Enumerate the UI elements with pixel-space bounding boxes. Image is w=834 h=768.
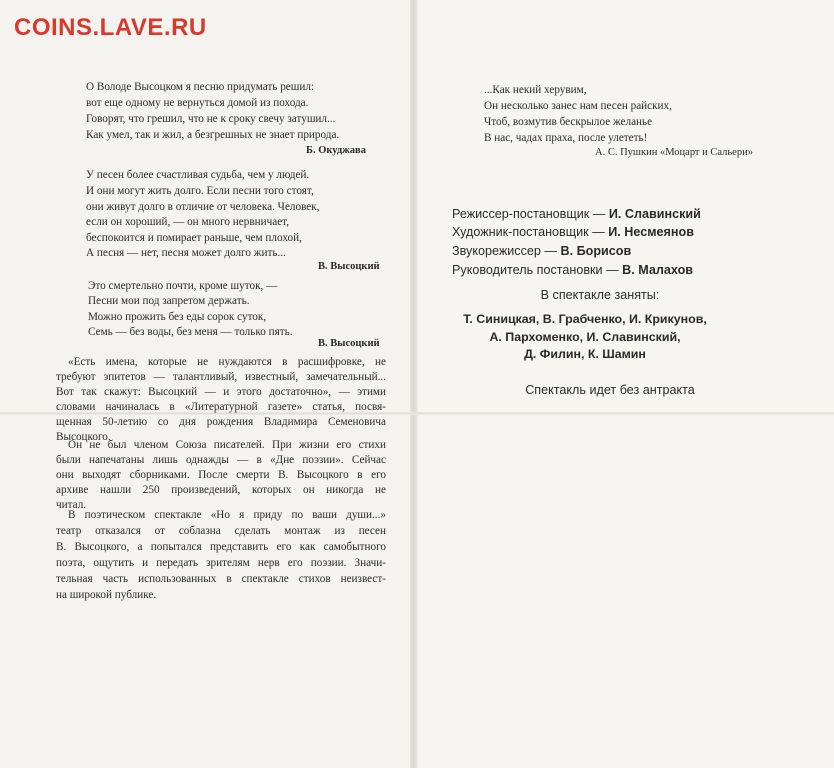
paragraph-line: В. Высоцкого, а попытался представить его как самобытного — [56, 541, 386, 553]
poem-line: Как умел, так и жил, а безгрешных не знает природа. — [86, 129, 340, 141]
poem-line: вот еще одному не вернуться домой из похода. — [86, 97, 309, 109]
poem-author-vysotsky: В. Высоцкий — [318, 261, 380, 272]
paragraph-line: они выходят сборниками. После смерти В. Высоцкого в его — [56, 469, 386, 481]
paragraph-line: тельная часть использованных в спектакле стихов неизвест- — [56, 573, 386, 585]
paragraph-line: Вот так скажут: Высоцкий — и этого достаточно», — этими — [56, 386, 386, 398]
credit-production: Руководитель постановки — В. Малахов — [452, 263, 694, 277]
no-intermission-note: Спектакль идет без антракта — [525, 383, 695, 397]
poem-author-pushkin: А. С. Пушкин «Моцарт и Сальери» — [595, 147, 753, 158]
poem-author-vysotsky: В. Высоцкий — [318, 338, 380, 349]
paragraph-line: театр отказался от соблазна сделать монтаж из песен — [56, 525, 386, 537]
paragraph-line: словами начиналась в «Литературной газете» статья, посвя- — [56, 401, 386, 413]
poem-line: В нас, чадах праха, после улететь! — [484, 132, 648, 144]
poem-line: Можно прожить без еды сорок суток, — [88, 311, 267, 323]
center-fold — [410, 0, 418, 768]
paragraph-line: Высоцкого. — [56, 431, 111, 443]
poem-line: Говорят, что грешил, что не к сроку свечу затушил... — [86, 113, 336, 125]
poem-line: Песни мои под запретом держать. — [88, 295, 250, 307]
cast-line: Т. Синицкая, В. Грабченко, И. Крикунов, — [463, 312, 707, 326]
credit-sound: Звукорежиссер — В. Борисов — [452, 244, 632, 258]
poem-author-okudzhava: Б. Окуджава — [306, 145, 366, 156]
paragraph-line: архиве нашли 250 произведений, которых он никогда не — [56, 484, 386, 496]
poem-line: Он несколько занес нам песен райских, — [484, 100, 672, 112]
cast-heading: В спектакле заняты: — [540, 288, 660, 302]
paragraph-line: «Есть имена, которые не нуждаются в расшифровке, не — [68, 356, 386, 368]
paragraph-line: на широкой публике. — [56, 589, 157, 601]
paragraph-line: были напечатаны лишь однажды — в «Дне поэзии». Сейчас — [56, 454, 386, 466]
watermark-logo: COINS.LAVE.RU — [14, 14, 207, 41]
poem-line: А песня — нет, песня может долго жить... — [86, 247, 286, 259]
poem-line: ...Как некий херувим, — [484, 84, 587, 96]
poem-line: О Володе Высоцком я песню придумать решил: — [86, 81, 315, 93]
poem-line: Семь — без воды, без меня — только пять. — [88, 326, 293, 338]
poem-line: они живут долго в отличие от человека. Человек, — [86, 201, 320, 213]
paragraph-line: требуют эпитетов — талантливый, известный, замечательный... — [56, 371, 386, 383]
poem-line: Чтоб, возмутив бескрылое желанье — [484, 116, 653, 128]
paragraph-line: поэта, ощутить и передать зрителям нерв его поэзии. Значи- — [56, 557, 386, 569]
cast-line: А. Пархоменко, И. Славинский, — [489, 330, 681, 344]
paragraph-line: щенная 50-летию со дня рождения Владимира Семеновича — [56, 416, 386, 428]
paragraph-line: читал. — [56, 499, 87, 511]
poem-line: если он хороший, — он много нервничает, — [86, 216, 290, 228]
poem-line: Это смертельно почти, кроме шуток, — — [88, 280, 278, 292]
poem-line: И они могут жить долго. Если песни того стоят, — [86, 185, 314, 197]
paragraph-line: В поэтическом спектакле «Но я приду по ваши души...» — [68, 509, 386, 521]
credit-director: Режиссер-постановщик — И. Славинский — [452, 207, 701, 221]
poem-line: беспокоится и помирает раньше, чем плохой, — [86, 232, 302, 244]
poem-line: У песен более счастливая судьба, чем у людей. — [86, 169, 310, 181]
credit-designer: Художник-постановщик — И. Несмеянов — [452, 225, 694, 239]
paragraph-line: Он не был членом Союза писателей. При жизни его стихи — [68, 439, 386, 451]
cast-line: Д. Филин, К. Шамин — [524, 347, 646, 361]
